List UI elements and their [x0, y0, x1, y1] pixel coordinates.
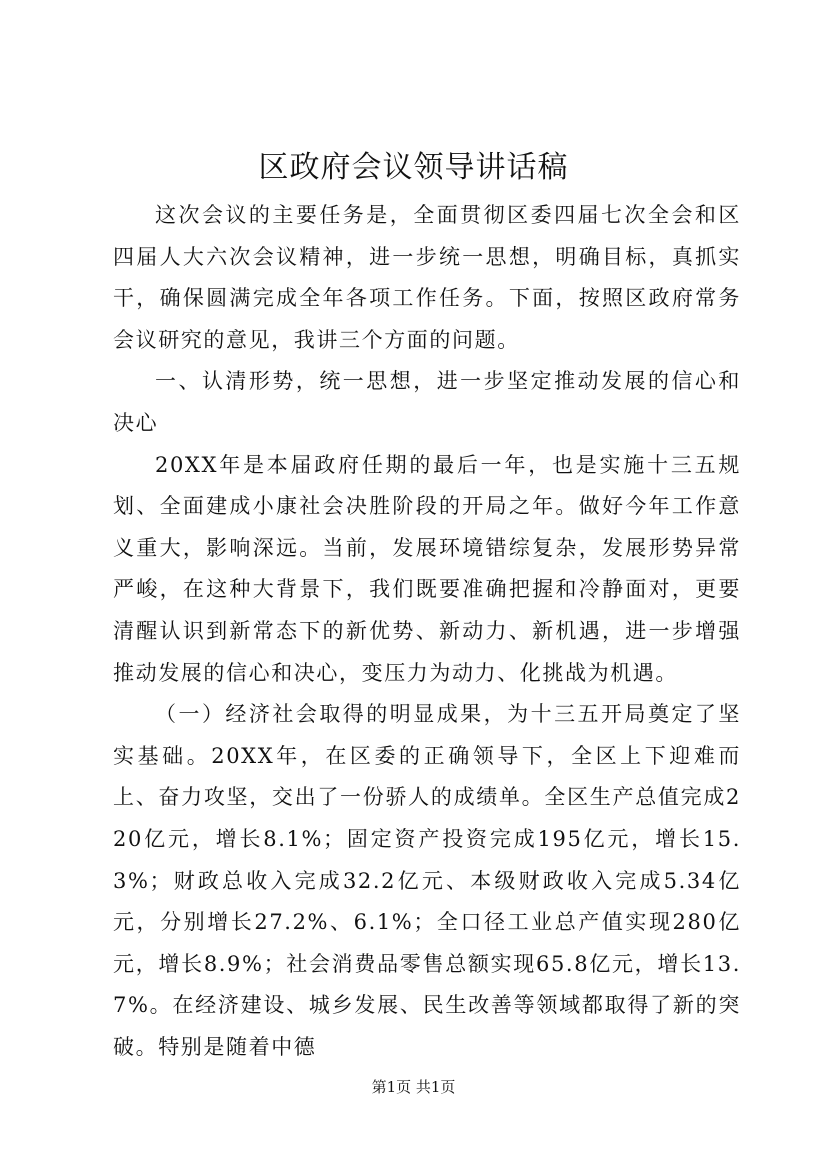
paragraph-achievements: （一）经济社会取得的明显成果，为十三五开局奠定了坚实基础。20XX年，在区委的正确领导下，全区上下迎难而上、奋力攻坚，交出了一份骄人的成绩单。全区生产总值完成220亿元，增长8.1%；固定资产投资完成195亿元，增长15.3%；财政总收入完成32.2亿元、本级财政收入完成5.34亿元，分别增长27.2%、6.1%；全口径工业总产值实现280亿元，增长8.9%；社会消费品零售总额实现65.8亿元，增长13.7%。在经济建设、城乡发展、民生改善等领域都取得了新的突破。特别是随着中德	[113, 702, 741, 1059]
section-heading-1: 一、认清形势，统一思想，进一步坚定推动发展的信心和决心	[113, 369, 741, 435]
paragraph-intro: 这次会议的主要任务是，全面贯彻区委四届七次全会和区四届人大六次会议精神，进一步统一思想，明确目标，真抓实干，确保圆满完成全年各项工作任务。下面，按照区政府常务会议研究的意见，我讲三个方面的问题。	[113, 203, 741, 352]
document-body	[113, 195, 741, 1068]
document-title: 区政府会议领导讲话稿	[258, 150, 569, 185]
page-number-footer: 第1页 共1页	[371, 1078, 456, 1096]
paragraph-situation: 20XX年是本届政府任期的最后一年，也是实施十三五规划、全面建成小康社会决胜阶段的开局之年。做好今年工作意义重大，影响深远。当前，发展环境错综复杂，发展形势异常严峻，在这种大背景下，我们既要准确把握和冷静面对，更要清醒认识到新常态下的新优势、新动力、新机遇，进一步增强推动发展的信心和决心，变压力为动力、化挑战为机遇。	[113, 452, 741, 685]
